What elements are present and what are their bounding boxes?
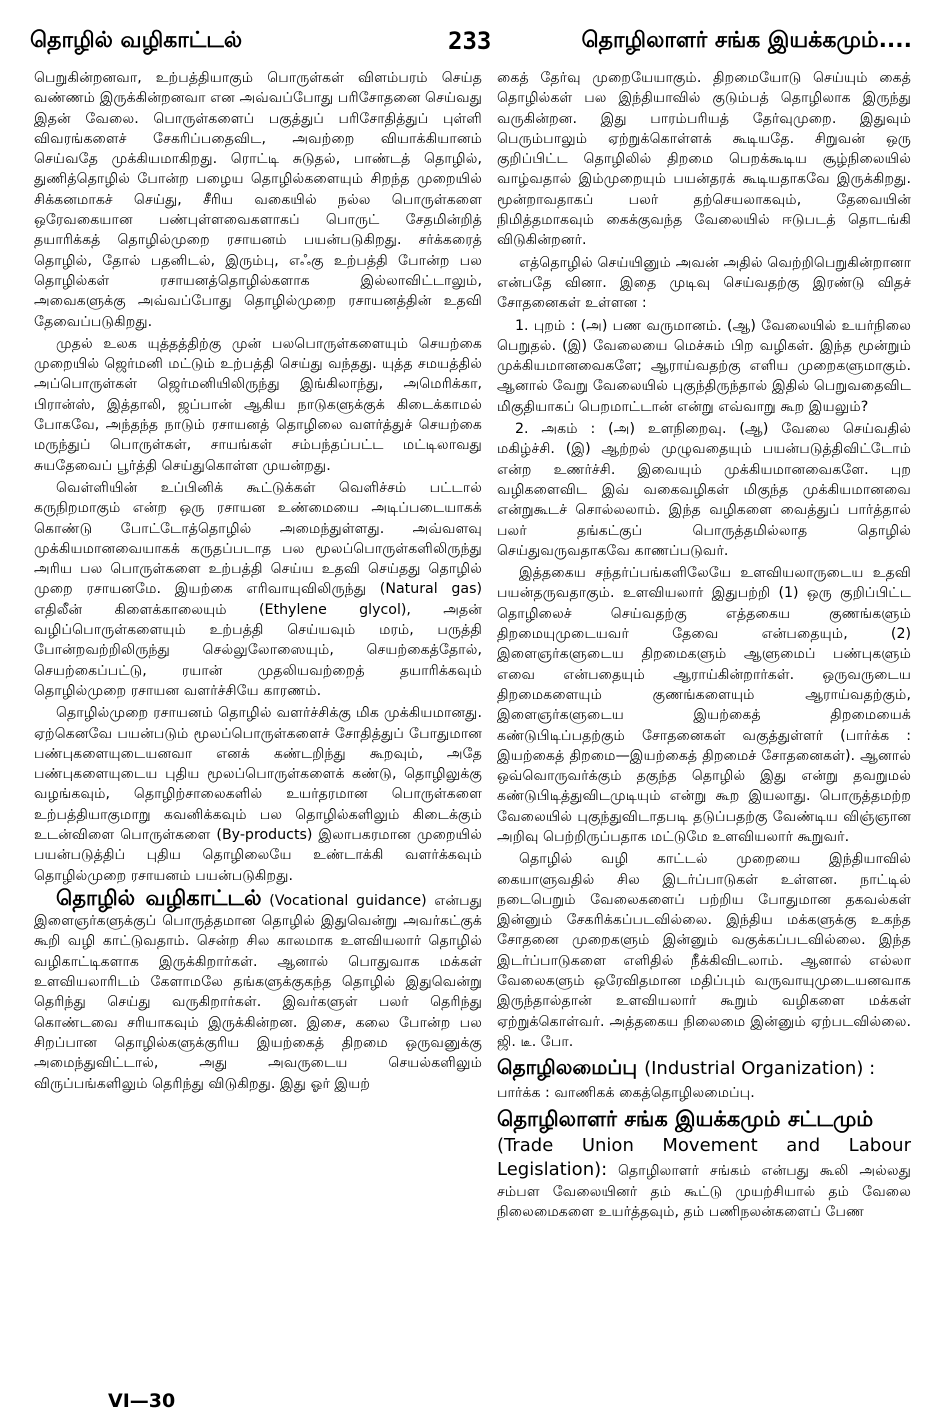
entry2-text: தொழிலாளர் சங்கம் என்பது கூலி அல்லது சம்பள வேலையினர் தம் கூட்டு முயற்சியால் தம் வேலை நிலைமைகளை உயர்த்தவும், தம் பணிநலன்களைப் பேண [497,1162,911,1220]
cross-reference [497,1054,911,1081]
entry2-english: (Trade Union Movement and Labour Legislation): [497,1134,911,1180]
paragraph: தொழில்முறை ரசாயனம் தொழில் வளர்ச்சிக்கு மிக முக்கியமானது. ஏற்கெனவே பயன்படும் மூலப்பொருள்களைச் சோதித்துப் போதுமான பண்புகளையுடையனவா எனக் கண்டறிந்து கூறவும், அதே பண்புகளையுடைய புதிய மூலப்பொருள்களைக் கண்டு, தொழிலுக்கு வழங்கவும், தொழிற்சாலைகளில் உயர்தரமான பொருள்களை உற்பத்தியாகுமாறு கவனிக்கவும் பல தொழில்களிலும் கிடைக்கும் உடன்விளை பொருள்களை (By-products) இலாபகரமான முறையில் பயன்படுத்திப் புதிய தொழிலையே உண்டாக்கி வளர்க்கவும் தொழில்முறை ரசாயனம் பயன்படுகிறது. [34,705,482,884]
running-head-right: தொழிலாளர் சங்க இயக்கமும்.... [581,28,912,53]
page-number: 233 [448,27,492,55]
entry-heading: தொழில் வழிகாட்டல் [56,885,262,910]
entry-text: (Vocational guidance) என்பது இளைஞர்களுக்குப் பொருத்தமான தொழில் இதுவென்று அவர்கட்குக் கூறி வழி காட்டுவதாம். சென்ற சில காலமாக உளவியலார் தொழில் வழிகாட்டிகளாக இருக்கிறார்கள். ஆனால் பொதுவாக மக்கள் உளவியலாரிடம் கேளாமலே தங்களுக்குகந்த தொழில் இதுவென்று தெரிந்து செய்து வருகிறார்கள். இவர்களுள் பலர் தெரிந்து கொண்டவை சரியாகவும் இருக்கின்றன. இசை, கலை போன்ற பல சிறப்பான தொழில்களுக்குரிய இயற்கைத் திறமை ஒருவனுக்கு அமைந்துவிட்டால், அது அவருடைய செயல்களிலும் விருப்பங்களிலும் தெரிந்து விடுகிறது. இது ஓர் இயற் [34,892,482,1092]
signature-mark: VI—30 [108,1390,176,1412]
paragraph: முதல் உலக யுத்தத்திற்கு முன் பலபொருள்களையும் செயற்கை முறையில் ஜெர்மனி மட்டும் உற்பத்தி செய்து வந்தது. யுத்த சமயத்தில் அப்பொருள்கள் ஜெர்மனியிலிருந்து இங்கிலாந்து, அமெரிக்கா, பிரான்ஸ், இத்தாலி, ஜப்பான் ஆகிய நாடுகளுக்குக் கிடைக்காமல் போகவே, அந்தந்த நாடும் ரசாயனத் தொழிலை வளர்த்துச் செயற்கை மருந்துப் பொருள்கள், சாயங்கள் சம்பந்தப்பட்ட மட்டிலாவது சுயதேவைப் பூர்த்தி செய்துகொள்ள முயன்றது. [34,335,482,474]
paragraph-text: தொழில் வழி காட்டல் முறையை இந்தியாவில் கையாளுவதில் சில இடர்ப்பாடுகள் உள்ளன. நாட்டில் நடைபெறும் வேலைகளைப் பற்றிய போதுமான தகவல்கள் இன்னும் சேகரிக்கப்படவில்லை. இந்திய மக்களுக்கு உகந்த சோதனை முறைகளும் இன்னும் வகுக்கப்படவில்லை. இந்த இடர்ப்பாடுகளை எளிதில் நீக்கிவிடலாம். ஆனால் எல்லா வேலைகளும் ஒரேவிதமான மதிப்பும் வருவாயுமுடையனவாக இருந்தால்தான் உளவியலார் கூறும் வழிகளை மக்கள் ஏற்றுக்கொள்வர். அத்தகைய நிலைமை இன்னும் ஏற்படவில்லை. [497,851,911,1030]
entry-paragraph-2 [497,1134,911,1223]
paragraph: பெறுகின்றனவா, உற்பத்தியாகும் பொருள்கள் விளம்பரம் செய்த வண்ணம் இருக்கின்றனவா என அவ்வப்போது பரிசோதனை செய்வது இதன் வேலை. பொருள்களைப் பகுத்துப் பரிசோதித்துப் புள்ளி விவரங்களைச் சேகரிப்பதைவிட, அவற்றை வியாக்கியானம் செய்வதே முக்கியமாகிறது. ரொட்டி சுடுதல், பாண்டத் தொழில், துணித்தொழில் போன்ற பழைய தொழில்களையும் சிறந்த முறையில் சிக்கனமாகச் செய்து, சீரிய வகையில் நல்ல பொருள்களை ஒரேவகையான பண்புள்ளவைகளாகப் பொருட் சேதமின்றித் தயாரிக்கத் தொழில்முறை ரசாயனம் பயன்படுகிறது. சர்க்கரைத் தொழில், தோல் பதனிடல், இரும்பு, எஃகு உற்பத்தி போன்ற பல தொழில்கள் ரசாயனத்தொழில்களாக இல்லாவிட்டாலும், அவைகளுக்கு அவ்வப்போது தொழில்முறை ரசாயனத்தின் உதவி தேவைப்படுகிறது. [34,70,482,330]
crossref-heading: தொழிலமைப்பு [497,1055,638,1080]
author-initials: ஜி. டீ. போ. [497,1033,574,1050]
numbered-point: 2. அகம் : (அ) உளநிறைவு. (ஆ) வேலை செய்வதில் மகிழ்ச்சி. (இ) ஆற்றல் முழுவதையும் பயன்படுத்திவிட்டோம் என்ற உணர்ச்சி. இவையும் முக்கியமானவைகளே. புற வழிகளைவிட இவ் வகைவழிகள் மிகுந்த முக்கியமானவை என்றுகூடச் சொல்லலாம். இந்த வழிகளை வைத்துப் பார்த்தால் பலர் தங்கட்குப் பொருத்தமில்லாத தொழில் செய்துவருவதாகவே காணப்படுவர். [497,421,911,559]
entry-heading-2: தொழிலாளர் சங்க இயக்கமும் சட்டமும் [497,1106,874,1131]
paragraph [497,849,911,1052]
numbered-point: 1. புறம் : (அ) பண வருமானம். (ஆ) வேலையில் உயர்நிலை பெறுதல். (இ) வேலையை மெச்சும் பிற வழிகள். இந்த மூன்றும் முக்கியமானவைகளே; ஆராய்வதற்கு எளிய முறைகளுமாகும். ஆனால் வேறு வேலையில் புகுந்திருந்தால் இதில் பெறுவதைவிட மிகுதியாகப் பெறமாட்டான் என்று எவ்வாறு கூற இயலும்? [497,317,911,415]
left-column [34,68,482,1094]
paragraph: எத்தொழில் செய்யினும் அவன் அதில் வெற்றிபெறுகின்றானா என்பதே வினா. இதை முடிவு செய்வதற்கு இரண்டு விதச் சோதனைகள் உள்ளன : [497,254,911,312]
running-head-left: தொழில் வழிகாட்டல் [30,28,243,53]
paragraph: வெள்ளியின் உப்பினிக் கூட்டுக்கள் வெளிச்சம் பட்டால் கருநிறமாகும் என்ற ஒரு ரசாயன உண்மையை அடிப்படையாகக் கொண்டு போட்டோத்தொழில் அமைந்துள்ளது. அவ்வளவு முக்கியமானவையாகக் கருதப்படாத பல மூலப்பொருள்களிலிருந்து அரிய பல பொருள்களை உற்பத்தி செய்ய உதவி செய்தது தொழில் முறை ரசாயனமே. இயற்கை எரிவாயுவிலிருந்து (Natural gas) எதிலீன் கிளைக்காலையும் (Ethylene glycol), அதன் வழிப்பொருள்களையும் உற்பத்தி செய்யவும் மரம், பருத்தி போன்றவற்றிலிருந்து செல்லுலோஸையும், செயற்கைத்தோல், செயற்கைப்பட்டு, ரயான் முதலியவற்றைத் தயாரிக்கவும் தொழில்முறை ரசாயன வளர்ச்சியே காரணம். [34,479,482,699]
paragraph: இத்தகைய சந்தர்ப்பங்களிலேயே உளவியலாருடைய உதவி பயன்தருவதாகும். உளவியலார் இதுபற்றி (1) ஒரு குறிப்பிட்ட தொழிலைச் செய்வதற்கு எத்தகைய குணங்களும் திறமையுமுடையவர் தேவை என்பதையும், (2) இளைஞர்களுடைய திறமைகளும் ஆளுமைப் பண்புகளும் எவை என்பதையும் ஆராய்கின்றார்கள். ஒருவருடைய திறமைகளையும் குணங்களையும் ஆராய்வதற்கும், இளைஞர்களுடைய இயற்கைத் திறமையைக் கண்டுபிடிப்பதற்கும் சோதனைகள் வகுத்துள்ளர் (பார்க்க : இயற்கைத் திறமை—இயற்கைத் திறமைச் சோதனைகள்). ஆனால் ஒவ்வொருவர்க்கும் தகுந்த தொழில் இது என்று தவறுமல் கண்டுபிடித்துவிடமுடியும் என்று கூற இயலாது. பொருத்தமற்ற வேலையில் புகுந்துவிடாதபடி தடுப்பதற்கு வேண்டிய விஞ்ஞான அறிவு பெற்றிருப்பதாக மட்டுமே உளவியலார் கூறுவர். [497,565,911,845]
crossref-text: பார்க்க : வாணிகக் கைத்தொழிலமைப்பு. [497,1085,755,1102]
paragraph: கைத் தேர்வு முறையேயாகும். திறமையோடு செய்யும் கைத் தொழில்கள் பல இந்தியாவில் குடும்பத் தொழிலாக இருந்து வருகின்றன. இது பாரம்பரியத் தேர்வுமுறை. இதுவும் பெரும்பாலும் ஏற்றுக்கொள்ளக் கூடியதே. சிறுவன் ஒரு குறிப்பிட்ட தொழிலில் திறமை பெறக்கூடிய சூழ்நிலையில் வாழ்வதால் இம்முறையும் பயன்தரக் கூடியதாகவே இருக்கிறது. மூன்றாவதாகப் பலர் தற்செயலாகவும், தேவையின் நிமித்தமாகவும் கைக்குவந்த வேலையில் ஈடுபடத் தொடங்கி விடுகின்றனர். [497,70,911,249]
crossref-english: (Industrial Organization) : [644,1058,876,1080]
entry-paragraph [34,885,482,1094]
right-column [497,68,911,1222]
